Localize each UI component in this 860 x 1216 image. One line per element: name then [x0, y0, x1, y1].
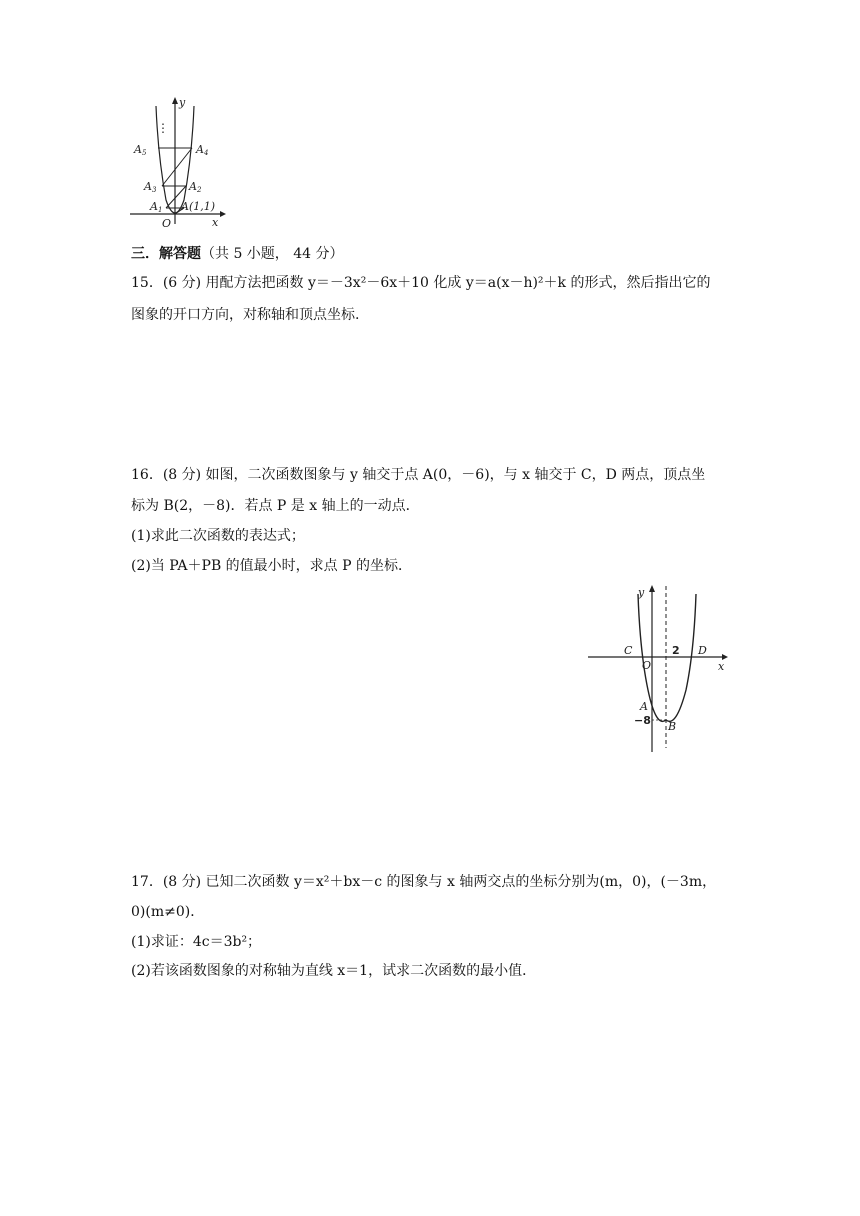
q16-part1: (1)求此二次函数的表达式；: [131, 528, 305, 544]
q16-B-label: B: [668, 720, 677, 733]
q17-line2: 0)(m≠0)．: [131, 904, 205, 920]
q16-D-label: D: [698, 644, 707, 657]
ellipsis-mark: ⋮: [157, 121, 169, 135]
q16-O-label: O: [642, 659, 652, 672]
q16-y-axis-arrow: [649, 585, 655, 592]
q17-line1: 17．(8 分) 已知二次函数 y＝x²＋bx－c 的图象与 x 轴两交点的坐标分别为(m，0)，(－3m，: [131, 874, 717, 890]
q16-C-label: C: [624, 644, 633, 657]
label-A1: A1: [150, 200, 163, 214]
label-A3: A3: [144, 180, 157, 194]
label-A: A(1,1): [181, 200, 216, 213]
q17-part1: (1)求证：4c＝3b²；: [131, 934, 262, 950]
q16-two-label: 2: [672, 644, 680, 657]
q17-part2: (2)若该函数图象的对称轴为直线 x＝1，试求二次函数的最小值．: [131, 963, 537, 979]
y-axis-label: y: [179, 96, 186, 109]
section-note: （共 5 小题， 44 分）: [201, 246, 344, 262]
q16-line2: 标为 B(2，－8)．若点 P 是 x 轴上的一动点．: [131, 498, 420, 514]
label-A4: A4: [196, 143, 209, 157]
q16-neg8-label: −8: [634, 714, 651, 727]
staircase-parabola-figure: [128, 96, 228, 230]
q16-parabola-figure: [586, 580, 732, 756]
section-title: 三．解答题: [131, 246, 201, 262]
y-axis-arrow: [172, 97, 178, 104]
section-heading: [131, 244, 344, 264]
x-axis-arrow: [220, 211, 226, 217]
x-axis-label: x: [212, 216, 219, 229]
q16-x-label: x: [718, 660, 725, 673]
label-A5: A5: [134, 143, 147, 157]
label-O: O: [162, 217, 172, 230]
q16-y-label: y: [638, 586, 645, 599]
q16-part2: (2)当 PA＋PB 的值最小时，求点 P 的坐标．: [131, 558, 413, 574]
q16-line1: 16．(8 分) 如图，二次函数图象与 y 轴交于点 A(0，－6)，与 x 轴交于 C，D 两点，顶点坐: [131, 467, 706, 483]
q15-line2: 图象的开口方向，对称轴和顶点坐标.: [131, 307, 360, 323]
label-A2: A2: [189, 180, 202, 194]
q15-line1: 15．(6 分) 用配方法把函数 y＝－3x²－6x＋10 化成 y＝a(x－h)²＋k 的形式，然后指出它的: [131, 275, 711, 291]
q16-A-label: A: [640, 700, 648, 713]
